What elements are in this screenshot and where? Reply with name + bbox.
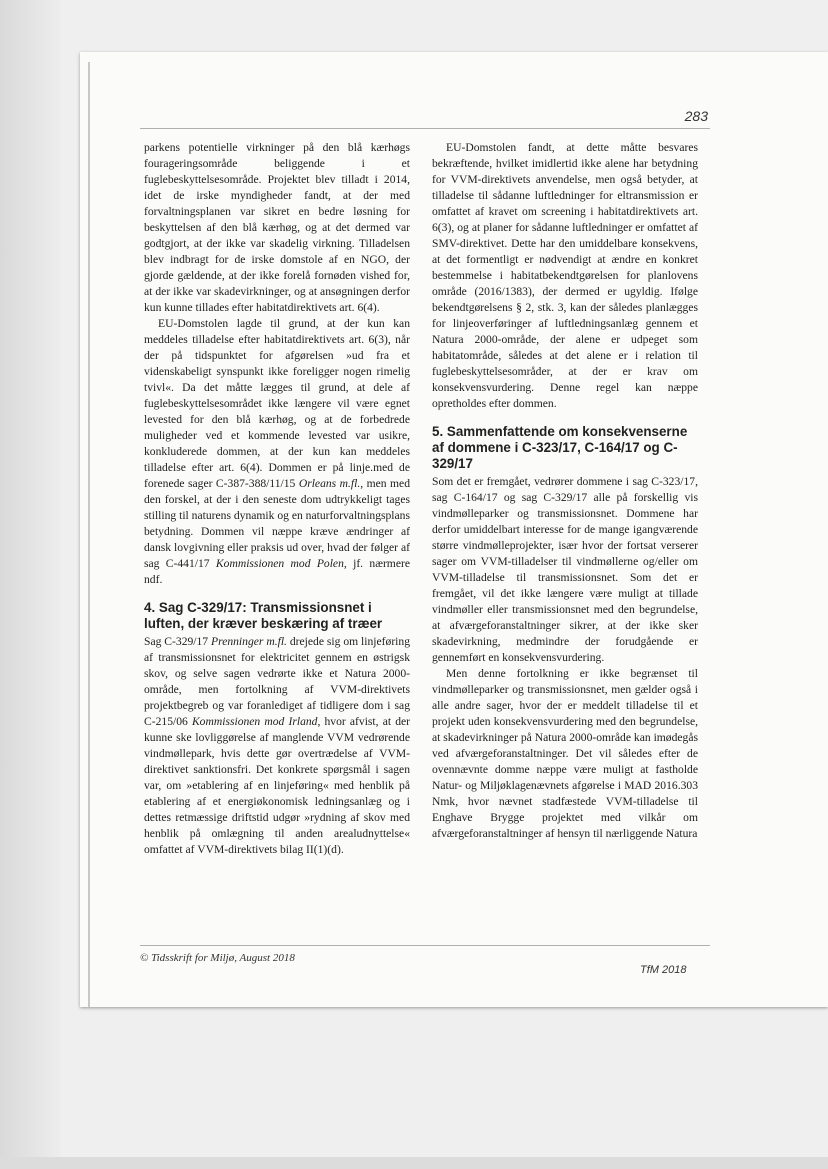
section-heading-5: 5. Sammenfattende om konsekvenserne af dommene i C-323/17, C-164/17 og C-329/17 xyxy=(432,424,688,471)
footer-copyright: © Tidsskrift for Miljø, August 2018 xyxy=(140,952,295,964)
text-run: , hvor afvist, at der kunne ske lovliggørelse af manglende VVM vedrørende vindmøllepark, hvis dette gør overtrædelse af VVM-direktivet sanktionsfri. Det konkrete spørgsmål i sagen var, om »etablering af en linjeføring« med henblik på etablering af et energiøkonomisk ledningsanlæg og i dettes retmæssige driftstid udgør »rydning af skov med henblik på omlægning til anden arealudnyttelse« omfattet af VVM-direktivets bilag II(1)(d). xyxy=(144,715,411,856)
right-column xyxy=(432,140,698,842)
left-column xyxy=(144,140,410,858)
scan-left-shadow xyxy=(0,0,60,1169)
footer-rule xyxy=(140,945,710,946)
paragraph xyxy=(144,634,410,858)
case-name: Prenninger m.fl. xyxy=(211,635,287,648)
case-name: Kommissionen mod Polen xyxy=(215,557,344,570)
paragraph: Men denne fortolkning er ikke begrænset til vindmølleparker og transmissionsnet, men gælder også i alle andre sager, hvor der er meddelt tilladelse til et projekt uden konsekvensvurdering med den begrundelse, at skadevirkninger på Natura 2000-område kan imødegås ved afværgeforanstaltninger. Det vil således efter de ovennævnte domme næppe være muligt at fastholde Natur- og Miljøklagenævnets afgørelse i MAD 2016.303 Nmk, hvor nævnet stadfæstede VVM-tilladelse til Enghave Brygge projektet med vilkår om afværgeforanstaltninger af hensyn til nærliggende Natura xyxy=(432,667,698,840)
text-run: , jf. nærmere ndf. xyxy=(144,557,410,586)
scan-bottom-band xyxy=(0,1157,828,1169)
paragraph: Som det er fremgået, vedrører dommene i sag C-323/17, sag C-164/17 og sag C-329/17 alle på forskellig vis vindmølleparker og transmissionsnet. Dommene har derfor umiddelbart interesse for de mange igangværende større vindmølleprojekter, især hvor der fortsat verserer sager om VVM-tilladelser til vindmøllerne og/eller om VVM-tilladelse til transmissionsnet. Som det er fremgået, vil det ikke længere være muligt at tillade vindmøller eller transmissionsnet med den begrundelse, at afværgeforanstaltninger sikrer, at der ikke sker skadevirkning, medmindre der forudgående er gennemført en konsekvensvurdering. xyxy=(432,475,698,664)
footer-journal: TfM 2018 xyxy=(640,964,687,976)
paragraph: parkens potentielle virkninger på den blå kærhøgs fourageringsområde beliggende i et fuglebeskyttelsesområde. Projektet blev tilladt i 2014, idet de irske myndigheder fandt, at der med forvaltningsplanen var sikret en bedre løsning for beskyttelsen af den blå kærhøg, og at det dermed var godtgjort, at der ikke var skadelig virkning. Tilladelsen blev indbragt for de irske domstole af en NGO, der gjorde gældende, at der ikke forelå fornøden vished for, at der ikke var skadevirkninger, og at ansøgningen derfor kun kunne tillades efter habitatdirektivets art. 6(4). xyxy=(144,141,410,314)
text-run: drejede sig om linjeføring af transmissionsnet for elektricitet gennem en østrigsk skov, og selve sagen vedrørte ikke et Natura 2000-område, men fortolkning af VVM-direktivets projektbegreb og var foranlediget af tidligere dom i sag C-215/06 xyxy=(144,635,410,728)
case-name: Orleans m.fl. xyxy=(298,477,361,490)
paragraph: EU-Domstolen fandt, at dette måtte besvares bekræftende, hvilket imidlertid ikke alene har betydning for VVM-direktivets anvendelse, men også betyder, at tilladelse til sådanne luftledninger for eltransmission er omfattet af kravet om screening i habitatdirektivets art. 6(3), og at planer for sådanne luftledninger er omfattet af SMV-direktivet. Dette har den umiddelbare konsekvens, at det formentligt er nødvendigt at ændre en konkret bestemmelse i habitatbekendtgørelsen for planlovens område (2016/1383), der dermed er ugyldig. Ifølge bekendtgørelsens § 2, stk. 3, kan der således planlægges for linjeoverføringer af luftledningsanlæg gennem et Natura 2000-område, der alene er udpeget som habitatområde, således at det alene er i relation til fuglebeskyttelsesområder, at der er krav om konsekvensvurdering. Denne regel kan næppe opretholdes efter dommen. xyxy=(432,141,698,410)
sheet-edge xyxy=(88,62,90,1007)
text-run: EU-Domstolen lagde til grund, at der kun kan meddeles tilladelse efter habitatdirektivets art. 6(3), når der på tidspunktet for afgørelsen »ud fra et videnskabeligt synspunkt ikke foreligger nogen rimelig tvivl«. Da det måtte lægges til grund, at dele af fuglebeskyttelsesområdet ikke længere vil være egnet levested for den blå kærhøg, og at de forbedrede muligheder ved et kommende levested var usikre, konkluderede dommen, at der kun kan meddeles tilladelse efter art. 6(4). Dommen er på linje.med de forenede sager C-387-388/11/15 xyxy=(144,317,410,490)
page-number: 283 xyxy=(684,108,708,124)
text-run: , men med den forskel, at der i den seneste dom udtrykkeligt tages stilling til naturens dynamik og en naturforvaltningsplans betydning. Dommen vil næppe kræve ændringer af dansk lovgivning eller praksis ud over, hvad der følger af sag C-441/17 xyxy=(144,477,410,570)
running-head xyxy=(140,106,710,129)
case-name: Kommissionen mod Irland xyxy=(191,715,318,728)
text-run: Sag C-329/17 xyxy=(144,635,212,648)
section-heading-4: 4. Sag C-329/17: Transmissionsnet i luften, der kræver beskæring af træer xyxy=(144,600,383,631)
paragraph xyxy=(144,316,410,588)
